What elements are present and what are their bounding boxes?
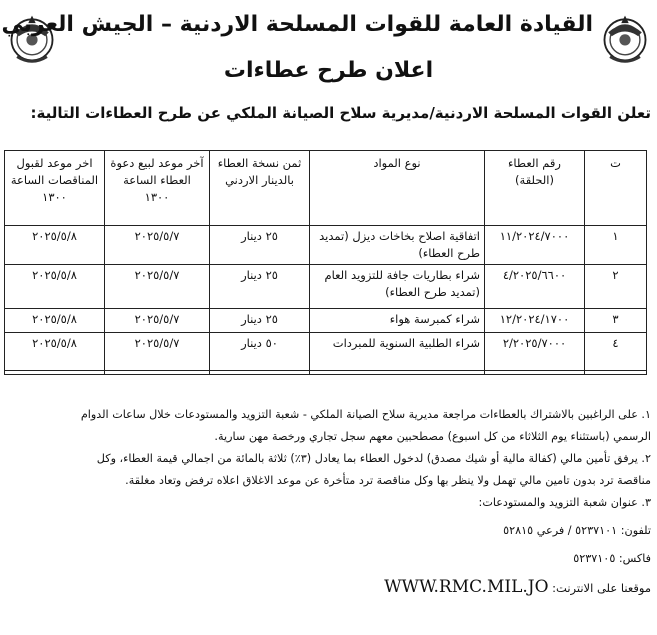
armed-forces-emblem-icon [597, 10, 653, 66]
table-row [5, 226, 647, 265]
row-tender-number: ٤/٢٠٢٥/٦٦٠٠ [485, 265, 585, 309]
fax-line: فاكس: ٥٢٣٧١٠٥ [573, 552, 651, 565]
note-3: ٣. عنوان شعبة التزويد والمستودعات: [478, 496, 651, 509]
row-num: ٤ [585, 333, 647, 375]
row-material: شراء كمبرسة هواء [310, 309, 485, 333]
row-num: ١ [585, 226, 647, 265]
website-label: موقعنا على الانترنت: [552, 581, 651, 595]
note-1-line-2: الرسمي (باستثناء يوم الثلاثاء من كل اسبوع) مصطحبين معهم سجل تجاري ورخصة مهن سارية. [214, 430, 651, 443]
row-last-sale: ٢٠٢٥/٥/٧ [105, 265, 210, 309]
table-bottom-border [5, 370, 647, 371]
row-last-sale: ٢٠٢٥/٥/٧ [105, 333, 210, 375]
intro-text: تعلن القوات المسلحة الاردنية/مديرية سلاح الصيانة الملكي عن طرح العطاءات التالية: [30, 104, 651, 122]
row-last-sale: ٢٠٢٥/٥/٧ [105, 309, 210, 333]
table-header-row [5, 151, 647, 226]
row-tender-number: ١١/٢٠٢٤/٧٠٠٠ [485, 226, 585, 265]
header-price: ثمن نسخة العطاء بالدينار الاردني [210, 151, 310, 226]
row-tender-number: ١٢/٢٠٢٤/١٧٠٠ [485, 309, 585, 333]
row-last-accept: ٢٠٢٥/٥/٨ [5, 226, 105, 265]
note-2-line-1: ٢. يرفق تأمين مالي (كفالة مالية أو شيك مصدق) لدخول العطاء بما يعادل (٣٪) ثلاثة بالمائة من اجمالي قيمة العطاء، وكل [96, 452, 651, 465]
row-num: ٣ [585, 309, 647, 333]
phone-line: تلفون: ٥٢٣٧١٠١ / فرعي ٥٢٨١٥ [503, 524, 651, 537]
row-last-accept: ٢٠٢٥/٥/٨ [5, 333, 105, 375]
notes-section [6, 404, 651, 599]
header-tender-number: رقم العطاء (الحلقة) [485, 151, 585, 226]
row-material: شراء الطلبية السنوية للمبردات [310, 333, 485, 375]
row-last-accept: ٢٠٢٥/٥/٨ [5, 309, 105, 333]
website-url[interactable]: WWW.RMC.MIL.JO [384, 577, 549, 597]
row-price: ٥٠ دينار [210, 333, 310, 375]
row-material: اتفاقية اصلاح بخاخات ديزل (تمديد طرح العطاء) [310, 226, 485, 265]
header-material: نوع المواد [310, 151, 485, 226]
page-title: القيادة العامة للقوات المسلحة الاردنية – الجيش العربي [1, 12, 593, 37]
row-material: شراء بطاريات جافة للتزويد العام (تمديد طرح العطاء) [310, 265, 485, 309]
table-row [5, 333, 647, 375]
header-num: ت [585, 151, 647, 226]
header-last-accept: اخر موعد لقبول المناقصات الساعة ١٣٠٠ [5, 151, 105, 226]
table-row [5, 265, 647, 309]
row-price: ٢٥ دينار [210, 265, 310, 309]
row-last-sale: ٢٠٢٥/٥/٧ [105, 226, 210, 265]
header-last-sale: آخر موعد لبيع دعوة العطاء الساعة ١٣٠٠ [105, 151, 210, 226]
table-row [5, 309, 647, 333]
note-2-line-2: مناقصة ترد بدون تامين مالي تهمل ولا ينظر بها وكل مناقصة ترد متأخرة عن موعد الاغلاق اعلاه ترفض وتعاد مغلقة. [125, 474, 651, 487]
website-line [6, 576, 651, 599]
row-last-accept: ٢٠٢٥/٥/٨ [5, 265, 105, 309]
page-subtitle: اعلان طرح عطاءات [223, 58, 434, 83]
row-price: ٢٥ دينار [210, 226, 310, 265]
row-tender-number: ٢/٢٠٢٥/٧٠٠٠ [485, 333, 585, 375]
tenders-table [5, 150, 647, 375]
note-1-line-1: ١. على الراغبين بالاشتراك بالعطاءات مراجعة مديرية سلاح الصيانة الملكي - شعبة التزويد والمستودعات خلال ساعات الدوام [80, 408, 651, 421]
row-num: ٢ [585, 265, 647, 309]
row-price: ٢٥ دينار [210, 309, 310, 333]
